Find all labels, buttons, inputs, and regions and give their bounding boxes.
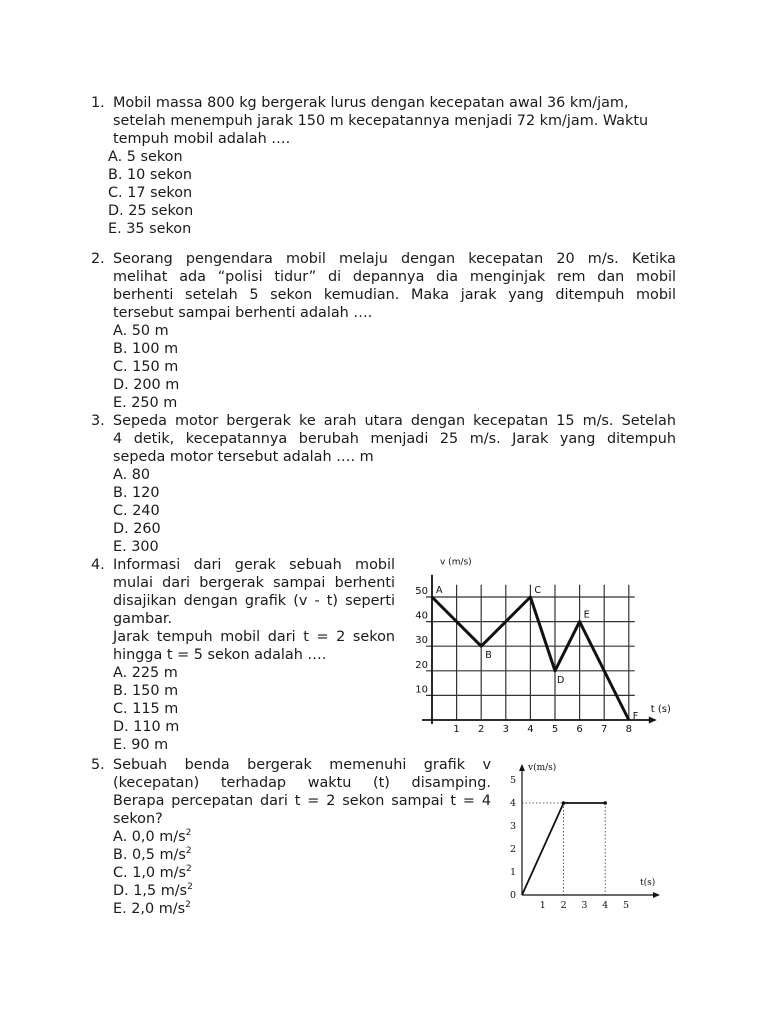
option-a[interactable]: A. 225 m [113, 665, 178, 681]
x-axis-label: t (s) [650, 704, 671, 715]
option-c[interactable]: C. 240 [113, 503, 160, 519]
question-line: melihat ada “polisi tidur” di depannya dia menginjak rem dan mobil [113, 269, 676, 285]
point-label: D [557, 674, 565, 686]
option-e[interactable]: E. 300 [113, 539, 159, 555]
question-text [113, 756, 491, 828]
data-point [603, 801, 607, 805]
option-b[interactable]: B. 100 m [113, 341, 179, 357]
option-a[interactable]: A. 80 [113, 467, 151, 483]
option-d[interactable]: D. 110 m [113, 719, 180, 735]
question-line: Sepeda motor bergerak ke arah utara dengan kecepatan 15 m/s. Setelah [113, 413, 676, 429]
option-e[interactable]: E. 90 m [113, 737, 169, 753]
option-c[interactable]: C. 115 m [113, 701, 179, 717]
data-point [562, 801, 566, 805]
question-line: tersebut sampai berhenti adalah …. [113, 305, 373, 321]
option-c[interactable]: C. 1,0 $m/s^2$ [113, 864, 192, 881]
y-tick-label: 10 [415, 684, 428, 696]
x-axis-arrow [649, 717, 657, 724]
y-tick-label: 50 [415, 586, 428, 597]
question-line: Mobil massa 800 kg bergerak lurus dengan kecepatan awal 36 km/jam, [113, 95, 629, 111]
answer-options [113, 664, 179, 754]
question-line: Sebuah benda bergerak memenuhi grafik v [113, 757, 491, 773]
question-line: Seorang pengendara mobil melaju dengan kecepatan 20 m/s. Ketika [113, 251, 676, 267]
point-label: E [583, 609, 590, 621]
y-tick-label: 5 [509, 775, 516, 786]
x-tick-label: 2 [560, 900, 567, 911]
y-tick-label: 30 [415, 635, 428, 647]
question-number: 1. [91, 95, 105, 111]
question-number: 3. [91, 413, 105, 429]
x-tick-label: 5 [622, 900, 630, 911]
question-number: 4. [91, 557, 105, 573]
velocity-time-graph-1 [400, 555, 690, 740]
question-line: tempuh mobil adalah …. [113, 131, 291, 147]
origin-label: 0 [509, 890, 516, 901]
x-tick-label: 1 [453, 724, 460, 735]
question-line: gambar. [113, 611, 173, 627]
y-tick-label: 40 [415, 610, 428, 622]
y-tick-label: 1 [509, 867, 516, 878]
x-tick-label: 3 [502, 724, 509, 735]
option-b[interactable]: B. 150 m [113, 683, 179, 699]
answer-options [113, 322, 179, 412]
option-c[interactable]: C. 150 m [113, 359, 179, 375]
x-tick-label: 4 [527, 724, 534, 735]
question-line: 4 detik, kecepatannya berubah menjadi 25 m/s. Jarak yang ditempuh [113, 431, 676, 447]
x-axis-label: t(s) [640, 878, 656, 888]
question-text [113, 556, 395, 664]
point-label: C [534, 585, 542, 596]
question-text [113, 250, 676, 322]
question-number: 5. [91, 757, 105, 773]
x-tick-label: 1 [539, 900, 546, 911]
option-d[interactable]: D. 260 [113, 521, 161, 537]
y-axis-label: v(m/s) [528, 763, 557, 773]
point-label: F [632, 711, 639, 722]
option-a[interactable]: A. 50 m [113, 323, 169, 339]
option-a[interactable]: A. 5 sekon [108, 149, 183, 165]
y-tick-label: 20 [415, 659, 428, 671]
x-tick-label: 7 [601, 724, 608, 735]
option-c[interactable]: C. 17 sekon [108, 185, 193, 201]
question-line: sepeda motor tersebut adalah …. m [113, 449, 374, 465]
question-line: mulai dari bergerak sampai berhenti [113, 575, 395, 591]
x-tick-label: 2 [478, 724, 485, 735]
y-tick-label: 4 [509, 798, 516, 809]
question-text [113, 94, 673, 148]
question-line: sekon? [113, 811, 163, 827]
question-line: hingga t = 5 sekon adalah …. [113, 647, 327, 663]
x-tick-label: 6 [576, 724, 583, 735]
x-tick-label: 4 [602, 900, 609, 911]
question-number: 2. [91, 251, 105, 267]
y-axis-label: v (m/s) [440, 557, 472, 568]
option-d[interactable]: D. 200 m [113, 377, 180, 393]
y-axis-arrow [519, 764, 525, 771]
option-b[interactable]: B. 10 sekon [108, 167, 193, 183]
answer-options [113, 466, 161, 556]
x-tick-label: 3 [581, 900, 588, 911]
x-tick-label: 8 [625, 724, 632, 735]
velocity-time-graph-2 [505, 758, 665, 913]
option-a[interactable]: A. 0,0 $m/s^2$ [113, 828, 192, 845]
answer-options [108, 148, 193, 238]
question-line: Informasi dari gerak sebuah mobil [113, 557, 395, 573]
answer-options [113, 828, 193, 918]
question-line: setelah menempuh jarak 150 m kecepatannya menjadi 72 km/jam. Waktu [113, 113, 649, 129]
question-line: Berapa percepatan dari t = 2 sekon sampai t = 4 [113, 793, 491, 809]
option-e[interactable]: E. 35 sekon [108, 221, 192, 237]
option-e[interactable]: E. 250 m [113, 395, 178, 411]
question-line: disajikan dengan grafik (v - t) seperti [113, 593, 395, 609]
option-d[interactable]: D. 25 sekon [108, 203, 194, 219]
option-b[interactable]: B. 120 [113, 485, 160, 501]
point-label: B [485, 650, 492, 662]
question-text [113, 412, 676, 466]
y-tick-label: 3 [509, 821, 516, 832]
question-line: berhenti setelah 5 sekon kemudian. Maka jarak yang ditempuh mobil [113, 287, 676, 303]
y-tick-label: 2 [509, 844, 516, 855]
x-tick-label: 5 [551, 724, 559, 735]
option-e[interactable]: E. 2,0 $m/s^2$ [113, 900, 191, 917]
option-b[interactable]: B. 0,5 $m/s^2$ [113, 846, 192, 863]
question-line: Jarak tempuh mobil dari t = 2 sekon [113, 629, 395, 645]
point-label: A [436, 585, 443, 596]
question-line: (kecepatan) terhadap waktu (t) disamping. [113, 775, 491, 791]
option-d[interactable]: D. 1,5 $m/s^2$ [113, 882, 193, 899]
x-axis-arrow [653, 892, 660, 898]
